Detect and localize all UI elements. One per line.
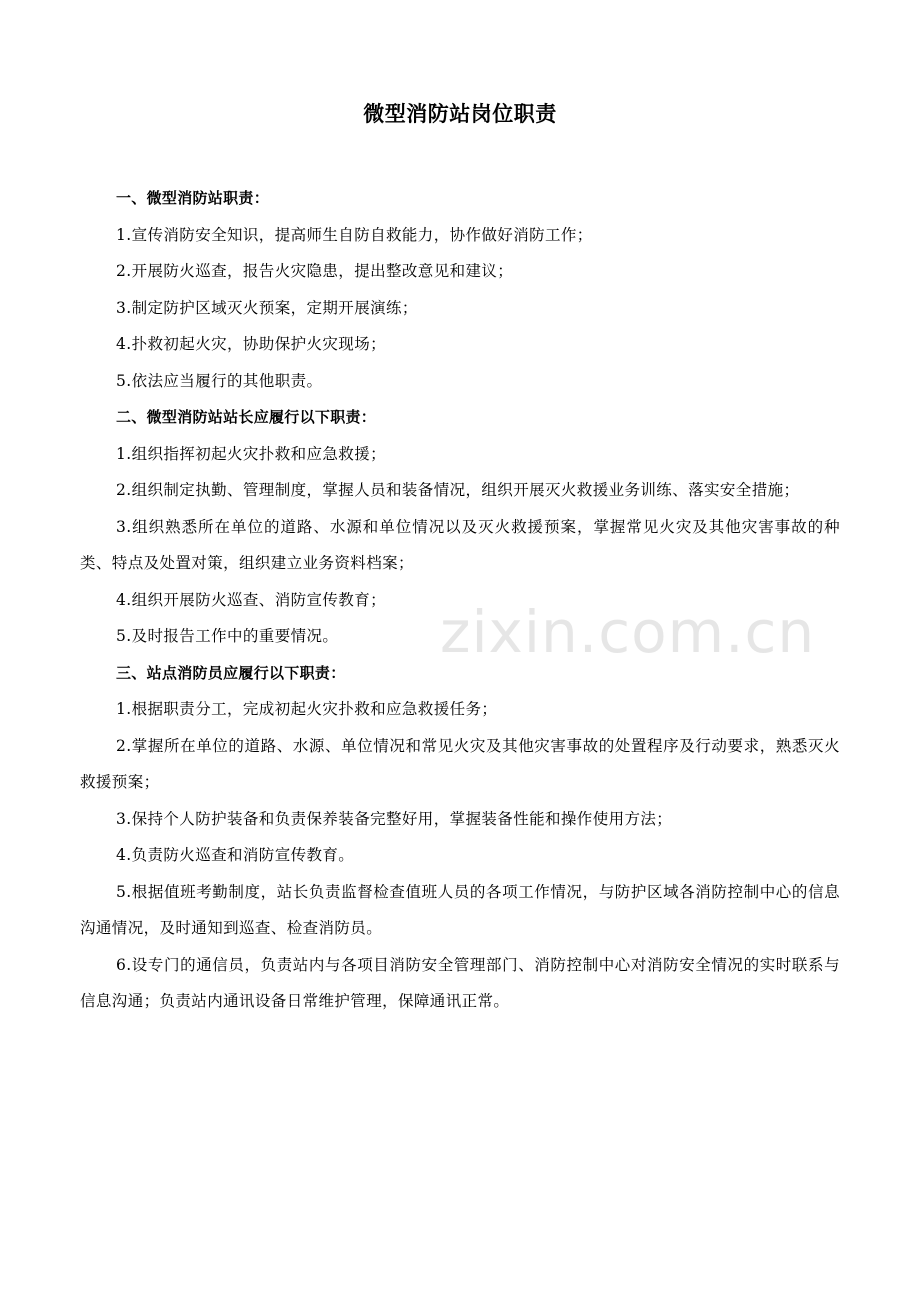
list-item: 4.扑救初起火灾，协助保护火灾现场； — [116, 335, 386, 353]
list-item: 2.掌握所在单位的道路、水源、单位情况和常见火灾及其他灾害事故的处置程序及行动要求，熟悉灭火救援预案； — [80, 736, 840, 791]
list-item: 1.根据职责分工，完成初起火灾扑救和应急救援任务； — [116, 700, 498, 718]
list-item: 5.依法应当履行的其他职责。 — [116, 371, 323, 390]
list-item: 4.负责防火巡查和消防宣传教育。 — [116, 846, 355, 864]
section-heading: 一、微型消防站职责： — [116, 189, 270, 207]
section-duties-station-chief — [80, 399, 840, 655]
list-item: 5.根据值班考勤制度，站长负责监督检查值班人员的各项工作情况，与防护区域各消防控制中心的信息沟通情况，及时通知到巡查、检查消防员。 — [80, 882, 840, 937]
list-item: 2.开展防火巡查，报告火灾隐患，提出整改意见和建议； — [116, 262, 514, 280]
document-title: 微型消防站岗位职责 — [363, 102, 557, 126]
list-item: 5.及时报告工作中的重要情况。 — [116, 627, 339, 645]
list-item: 3.组织熟悉所在单位的道路、水源和单位情况以及灭火救援预案，掌握常见火灾及其他灾害事故的种类、特点及处置对策，组织建立业务资料档案； — [80, 517, 840, 572]
list-item: 3.保持个人防护装备和负责保养装备完整好用，掌握装备性能和操作使用方法； — [116, 809, 673, 828]
section-duties-firefighter — [80, 655, 840, 1020]
section-heading: 二、微型消防站站长应履行以下职责： — [116, 408, 377, 426]
list-item: 3.制定防护区域灭火预案，定期开展演练； — [116, 298, 418, 317]
list-item: 1.组织指挥初起火灾扑救和应急救援； — [116, 444, 386, 463]
list-item: 1.宣传消防安全知识，提高师生自防自救能力，协作做好消防工作； — [116, 225, 593, 244]
section-duties-station — [80, 180, 840, 399]
section-heading: 三、站点消防员应履行以下职责： — [116, 663, 346, 682]
list-item: 4.组织开展防火巡查、消防宣传教育； — [116, 590, 386, 609]
watermark: zixin.com.cn — [440, 598, 816, 666]
list-item: 6.设专门的通信员，负责站内与各项目消防安全管理部门、消防控制中心对消防安全情况的实时联系与信息沟通；负责站内通讯设备日常维护管理，保障通讯正常。 — [80, 955, 840, 1010]
document-body — [80, 180, 840, 1020]
list-item: 2.组织制定执勤、管理制度，掌握人员和装备情况，组织开展灭火救援业务训练、落实安全措施； — [116, 481, 800, 499]
